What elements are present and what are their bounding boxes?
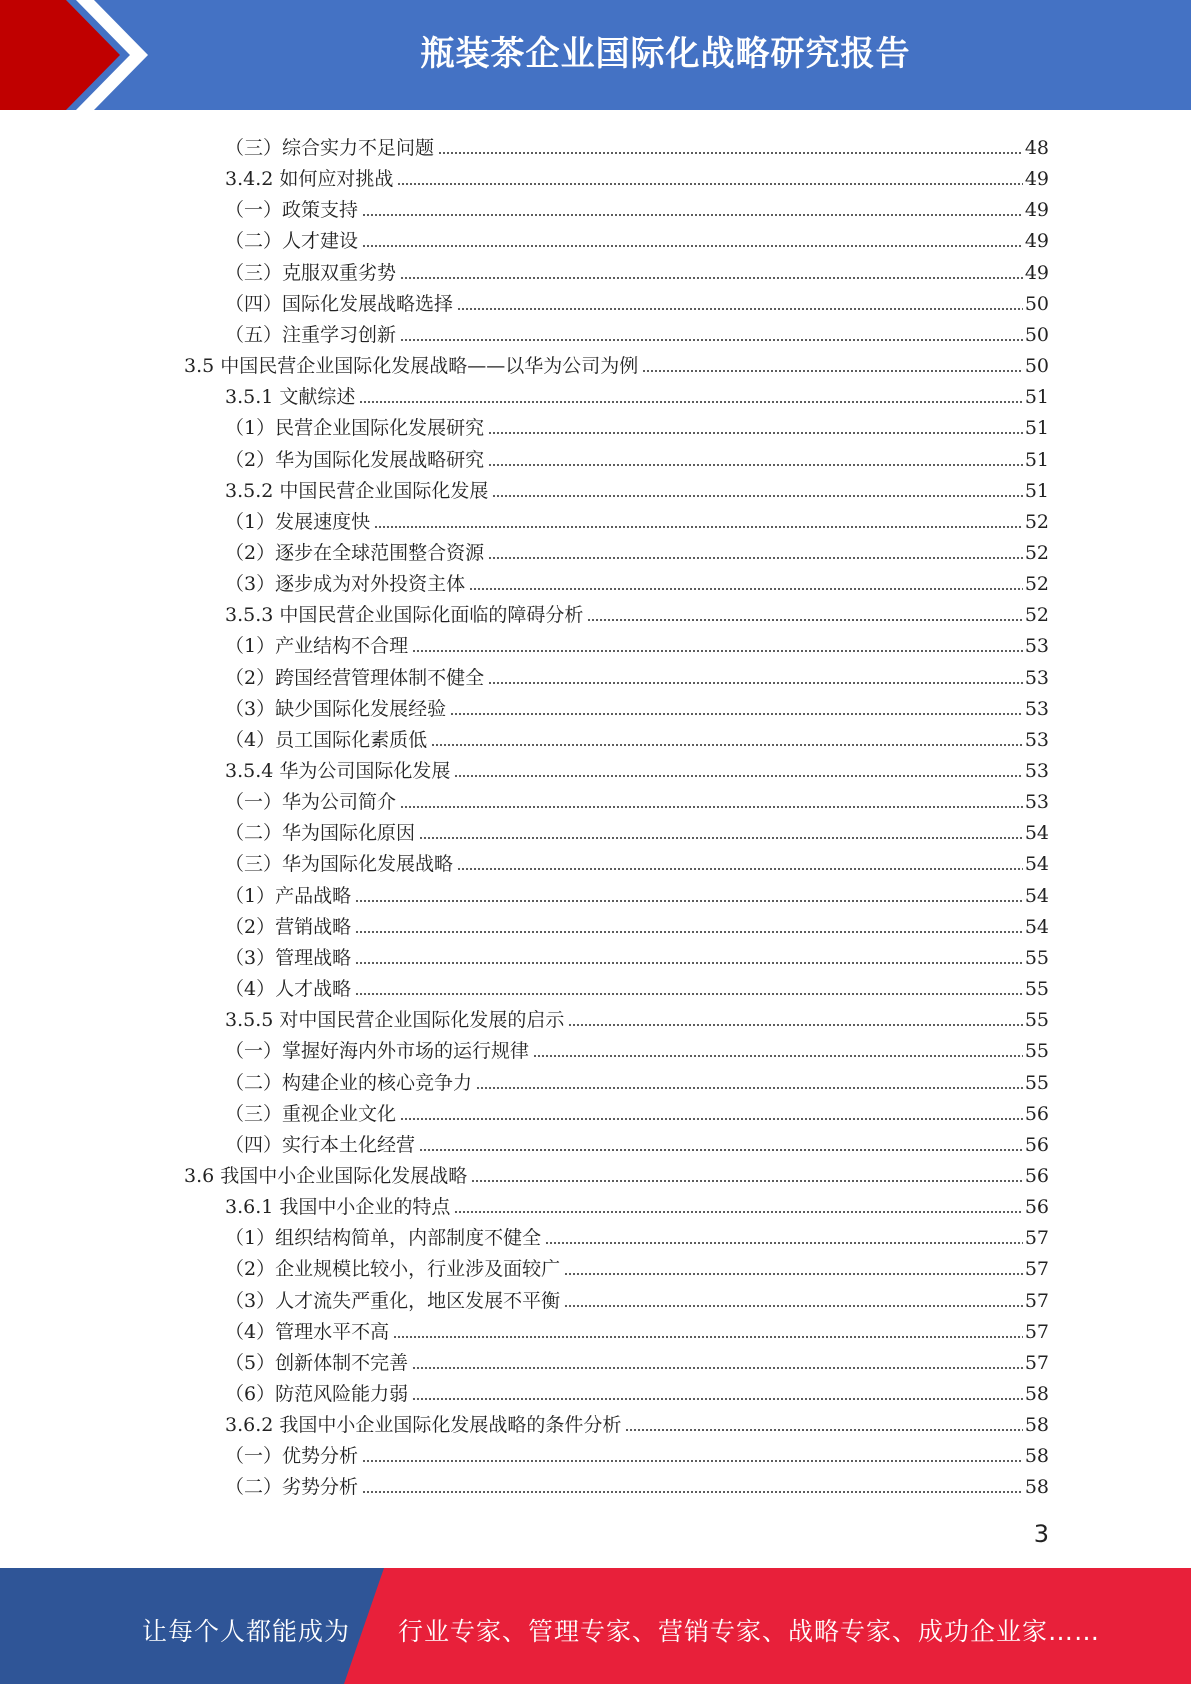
toc-entry-page: 53 (1024, 697, 1049, 720)
toc-entry-page: 57 (1024, 1258, 1049, 1281)
toc-entry-page: 51 (1024, 386, 1049, 409)
toc-entry[interactable] (225, 1125, 1049, 1156)
toc-entry-page: 55 (1024, 1040, 1049, 1063)
toc-entry-page: 57 (1024, 1289, 1049, 1312)
toc-dot-leader (454, 1210, 1022, 1214)
toc-dot-leader (400, 338, 1023, 342)
page-number: 3 (1033, 1520, 1049, 1548)
header-chevron-graphic (0, 0, 160, 110)
toc-entry-page: 52 (1024, 573, 1049, 596)
toc-entry-label: （1）组织结构简单，内部制度不健全 (225, 1227, 542, 1250)
page-header (0, 0, 1191, 110)
toc-entry-label: （4）管理水平不高 (225, 1320, 390, 1343)
toc-dot-leader (374, 525, 1023, 529)
toc-entry-page: 49 (1024, 261, 1049, 284)
toc-entry-page: 50 (1024, 292, 1049, 315)
toc-dot-leader (564, 1272, 1023, 1276)
toc-entry-page: 58 (1024, 1445, 1049, 1468)
toc-dot-leader (488, 463, 1023, 467)
toc-entry[interactable] (225, 1374, 1049, 1405)
toc-entry-label: （2）企业规模比较小，行业涉及面较广 (225, 1258, 561, 1281)
toc-entry-label: （二）人才建设 (225, 230, 359, 253)
toc-entry-label: （4）员工国际化素质低 (225, 728, 428, 751)
toc-dot-leader (412, 1397, 1023, 1401)
toc-entry-label: （二）构建企业的核心竞争力 (225, 1071, 473, 1094)
toc-entry-label: （五）注重学习创新 (225, 323, 397, 346)
toc-dot-leader (471, 1179, 1023, 1183)
toc-entry-page: 53 (1024, 791, 1049, 814)
toc-entry-page: 56 (1024, 1102, 1049, 1125)
toc-entry[interactable] (225, 751, 1049, 782)
toc-entry-label: （1）产业结构不合理 (225, 635, 409, 658)
footer-slogan-left: 让每个人都能成为 (142, 1617, 351, 1646)
toc-dot-leader (488, 681, 1023, 685)
toc-dot-leader (400, 805, 1023, 809)
toc-entry[interactable] (225, 1031, 1049, 1062)
toc-entry-label: 3.6.2 我国中小企业国际化发展战略的条件分析 (225, 1414, 622, 1437)
toc-entry-page: 51 (1024, 479, 1049, 502)
toc-entry[interactable] (225, 1218, 1049, 1249)
toc-dot-leader (545, 1241, 1023, 1245)
toc-entry-label: （四）实行本土化经营 (225, 1133, 416, 1156)
toc-entry-label: （1）民营企业国际化发展研究 (225, 417, 485, 440)
toc-entry[interactable] (225, 1249, 1049, 1280)
toc-entry[interactable] (225, 471, 1049, 502)
toc-dot-leader (431, 743, 1023, 747)
toc-entry-page: 49 (1024, 199, 1049, 222)
toc-entry-label: 3.5.1 文献综述 (225, 386, 356, 409)
toc-entry[interactable] (184, 346, 1049, 377)
toc-entry-page: 49 (1024, 230, 1049, 253)
toc-dot-leader (488, 556, 1023, 560)
toc-entry[interactable] (225, 813, 1049, 844)
toc-entry-label: （2）逐步在全球范围整合资源 (225, 541, 485, 564)
toc-entry-page: 58 (1024, 1414, 1049, 1437)
toc-entry[interactable] (225, 440, 1049, 471)
toc-entry[interactable] (225, 907, 1049, 938)
toc-entry-label: （二）劣势分析 (225, 1476, 359, 1499)
toc-entry[interactable] (225, 1000, 1049, 1031)
toc-dot-leader (412, 1366, 1023, 1370)
toc-entry-page: 53 (1024, 635, 1049, 658)
toc-entry-page: 49 (1024, 168, 1049, 191)
toc-entry[interactable] (225, 844, 1049, 875)
toc-entry-page: 50 (1024, 323, 1049, 346)
toc-entry[interactable] (225, 1436, 1049, 1467)
toc-dot-leader (488, 431, 1023, 435)
toc-entry-label: （三）重视企业文化 (225, 1102, 397, 1125)
toc-entry[interactable] (225, 190, 1049, 221)
toc-entry-page: 58 (1024, 1383, 1049, 1405)
toc-entry[interactable] (225, 1063, 1049, 1094)
toc-entry[interactable] (225, 408, 1049, 439)
toc-entry-label: （3）人才流失严重化，地区发展不平衡 (225, 1289, 561, 1312)
toc-entry[interactable] (184, 1156, 1049, 1187)
toc-dot-leader (438, 151, 1023, 155)
toc-entry-label: （2）营销战略 (225, 915, 352, 938)
toc-entry-page: 52 (1024, 604, 1049, 627)
toc-dot-leader (362, 213, 1023, 217)
toc-entry[interactable] (225, 1405, 1049, 1436)
toc-entry-label: （一）华为公司简介 (225, 791, 397, 814)
toc-dot-leader (587, 618, 1022, 622)
toc-entry[interactable] (225, 969, 1049, 1000)
toc-entry-page: 50 (1024, 355, 1049, 378)
toc-entry-page: 51 (1024, 448, 1049, 471)
toc-entry-label: 3.5 中国民营企业国际化发展战略——以华为公司为例 (184, 355, 639, 378)
toc-dot-leader (642, 369, 1023, 373)
toc-entry-label: 3.5.2 中国民营企业国际化发展 (225, 479, 489, 502)
toc-entry[interactable] (225, 502, 1049, 533)
toc-entry-page: 55 (1024, 1071, 1049, 1094)
toc-entry-label: 3.6 我国中小企业国际化发展战略 (184, 1164, 468, 1187)
toc-dot-leader (359, 400, 1022, 404)
toc-entry-label: （三）克服双重劣势 (225, 261, 397, 284)
toc-entry-page: 57 (1024, 1320, 1049, 1343)
toc-entry[interactable] (225, 876, 1049, 907)
toc-entry-page: 53 (1024, 728, 1049, 751)
toc-entry[interactable] (225, 782, 1049, 813)
toc-entry-page: 53 (1024, 760, 1049, 782)
toc-entry-label: 3.4.2 如何应对挑战 (225, 168, 394, 191)
toc-dot-leader (568, 1023, 1022, 1027)
toc-entry[interactable] (225, 1312, 1049, 1343)
toc-entry-page: 54 (1024, 884, 1049, 907)
toc-entry-label: （四）国际化发展战略选择 (225, 292, 454, 315)
toc-dot-leader (419, 836, 1023, 840)
toc-entry-label: （6）防范风险能力弱 (225, 1383, 409, 1405)
toc-dot-leader (412, 649, 1023, 653)
toc-entry-label: （3）缺少国际化发展经验 (225, 697, 447, 720)
toc-entry-page: 54 (1024, 915, 1049, 938)
toc-entry[interactable] (225, 1187, 1049, 1218)
toc-entry-label: （5）创新体制不完善 (225, 1351, 409, 1374)
toc-entry-label: （3）逐步成为对外投资主体 (225, 573, 466, 596)
toc-entry-page: 58 (1024, 1476, 1049, 1499)
toc-entry-page: 54 (1024, 822, 1049, 845)
toc-entry[interactable] (225, 626, 1049, 657)
toc-entry[interactable] (225, 377, 1049, 408)
toc-entry[interactable] (225, 221, 1049, 252)
toc-entry-page: 51 (1024, 417, 1049, 440)
toc-entry-page: 55 (1024, 978, 1049, 1001)
toc-entry-page: 56 (1024, 1196, 1049, 1219)
toc-dot-leader (362, 1490, 1023, 1494)
toc-entry-label: 3.5.5 对中国民营企业国际化发展的启示 (225, 1009, 565, 1032)
toc-dot-leader (355, 992, 1023, 996)
toc-entry[interactable] (225, 253, 1049, 284)
toc-entry-page: 56 (1024, 1133, 1049, 1156)
toc-entry[interactable] (225, 938, 1049, 969)
toc-entry[interactable] (225, 1094, 1049, 1125)
toc-dot-leader (393, 1335, 1023, 1339)
toc-entry[interactable] (225, 284, 1049, 315)
toc-entry[interactable] (225, 595, 1049, 626)
document-title: 瓶装茶企业国际化战略研究报告 (420, 34, 911, 74)
toc-entry[interactable] (225, 689, 1049, 720)
toc-entry-page: 57 (1024, 1351, 1049, 1374)
toc-entry[interactable] (225, 1467, 1049, 1498)
toc-dot-leader (355, 930, 1023, 934)
toc-entry-label: （1）产品战略 (225, 884, 352, 907)
toc-entry[interactable] (225, 128, 1049, 159)
toc-entry-label: 3.5.3 中国民营企业国际化面临的障碍分析 (225, 604, 584, 627)
toc-dot-leader (355, 899, 1023, 903)
toc-dot-leader (457, 867, 1023, 871)
toc-dot-leader (400, 276, 1023, 280)
toc-entry[interactable] (225, 658, 1049, 689)
toc-dot-leader (362, 1459, 1023, 1463)
toc-dot-leader (362, 244, 1023, 248)
toc-dot-leader (454, 774, 1022, 778)
toc-entry-label: （二）华为国际化原因 (225, 822, 416, 845)
toc-dot-leader (564, 1304, 1023, 1308)
toc-entry-page: 48 (1024, 137, 1049, 159)
toc-entry-page: 57 (1024, 1227, 1049, 1250)
toc-entry-page: 52 (1024, 541, 1049, 564)
toc-dot-leader (450, 712, 1023, 716)
toc-entry-page: 56 (1024, 1164, 1049, 1187)
toc-entry-label: 3.5.4 华为公司国际化发展 (225, 760, 451, 782)
toc-entry-label: （一）掌握好海内外市场的运行规律 (225, 1040, 530, 1063)
toc-dot-leader (400, 1117, 1023, 1121)
toc-dot-leader (492, 494, 1022, 498)
toc-entry-page: 55 (1024, 1009, 1049, 1032)
footer-slogan-right: 行业专家、管理专家、营销专家、战略专家、成功企业家…… (398, 1617, 1101, 1646)
toc-entry[interactable] (225, 315, 1049, 346)
toc-entry-page: 53 (1024, 666, 1049, 689)
toc-entry-label: （2）跨国经营管理体制不健全 (225, 666, 485, 689)
page-footer (0, 1568, 1191, 1684)
toc-dot-leader (457, 307, 1023, 311)
toc-entry-page: 54 (1024, 853, 1049, 876)
toc-dot-leader (533, 1054, 1023, 1058)
toc-dot-leader (469, 587, 1023, 591)
toc-entry-label: （3）管理战略 (225, 946, 352, 969)
toc-dot-leader (355, 961, 1023, 965)
toc-entry-page: 55 (1024, 946, 1049, 969)
toc-entry-label: （三）综合实力不足问题 (225, 137, 435, 159)
toc-entry-label: （一）政策支持 (225, 199, 359, 222)
toc-entry[interactable] (225, 1281, 1049, 1312)
toc-dot-leader (397, 182, 1022, 186)
toc-entry[interactable] (225, 1343, 1049, 1374)
toc-entry[interactable] (225, 159, 1049, 190)
toc-entry-label: （1）发展速度快 (225, 510, 371, 533)
toc-entry[interactable] (225, 533, 1049, 564)
toc-entry-label: （2）华为国际化发展战略研究 (225, 448, 485, 471)
toc-dot-leader (419, 1148, 1023, 1152)
toc-entry-page: 52 (1024, 510, 1049, 533)
toc-entry[interactable] (225, 720, 1049, 751)
toc-entry-label: （4）人才战略 (225, 978, 352, 1001)
toc-dot-leader (625, 1428, 1022, 1432)
toc-entry-label: （三）华为国际化发展战略 (225, 853, 454, 876)
toc-dot-leader (476, 1086, 1023, 1090)
toc-entry-label: （一）优势分析 (225, 1445, 359, 1468)
toc-entry-label: 3.6.1 我国中小企业的特点 (225, 1196, 451, 1219)
toc-entry[interactable] (225, 564, 1049, 595)
